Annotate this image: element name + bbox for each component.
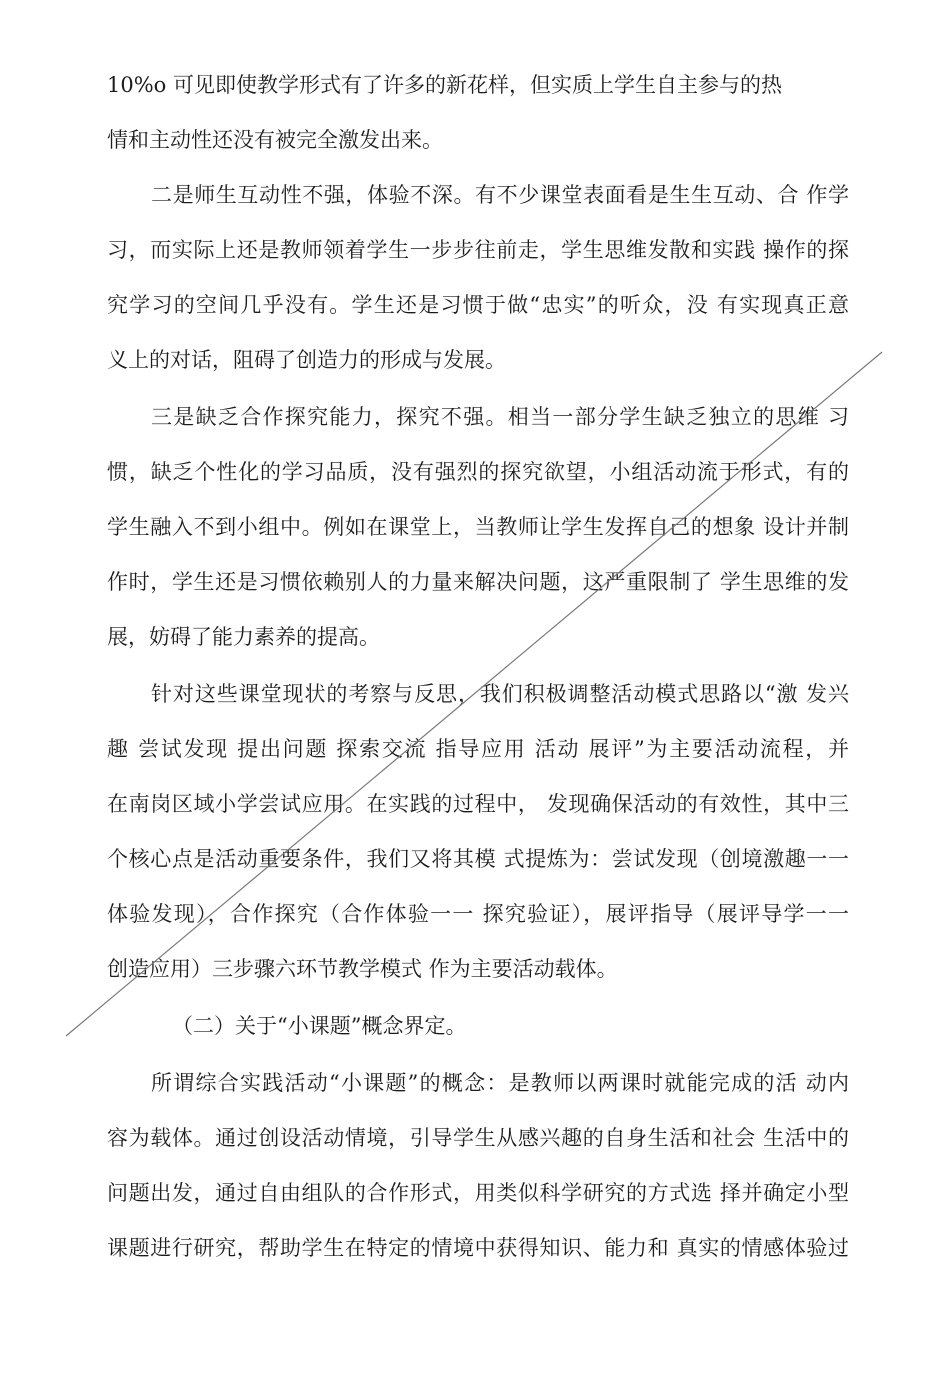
text-line: 创造应用）三步骤六环节教学模式 作为主要活动载体。	[107, 957, 618, 981]
text-line: 究学习的空间几乎没有。学生还是习惯于做“忠实”的听众，没 有实现真正意	[107, 293, 849, 317]
text-line: 课题进行研究，帮助学生在特定的情境中获得知识、能力和 真实的情感体验过	[107, 1236, 849, 1260]
text-line: 三是缺乏合作探究能力，探究不强。相当一部分学生缺乏独立的思维 习	[151, 405, 849, 429]
text-line: 学生融入不到小组中。例如在课堂上，当教师让学生发挥自己的想象 设计并制	[107, 515, 849, 539]
text-line: 情和主动性还没有被完全激发出来。	[107, 128, 443, 152]
text-line: 容为载体。通过创设活动情境，引导学生从感兴趣的自身生活和社会 生活中的	[107, 1126, 849, 1150]
text-line: 趣 尝试发现 提出问题 探索交流 指导应用 活动 展评”为主要活动流程，并	[107, 737, 849, 761]
text-line: 10%o 可见即使教学形式有了许多的新花样，但实质上学生自主参与的热	[107, 73, 782, 97]
text-line: 问题出发，通过自由组队的合作形式，用类似科学研究的方式选 择并确定小型	[107, 1181, 849, 1205]
text-line: 二是师生互动性不强，体验不深。有不少课堂表面看是生生互动、合 作学	[151, 183, 849, 207]
section-heading: （二）关于“小课题”概念界定。	[172, 1014, 467, 1038]
text-line: 个核心点是活动重要条件，我们又将其模 式提炼为：尝试发现（创境激趣一一	[107, 847, 849, 871]
text-line: 体验发现），合作探究（合作体验一一 探究验证），展评指导（展评导学一一	[107, 902, 849, 926]
text-line: 惯，缺乏个性化的学习品质，没有强烈的探究欲望，小组活动流于形式，有的	[107, 460, 849, 484]
text-line: 针对这些课堂现状的考察与反思，我们积极调整活动模式思路以“激 发兴	[151, 682, 849, 706]
text-line: 作时，学生还是习惯依赖别人的力量来解决问题，这严重限制了 学生思维的发	[107, 570, 849, 594]
text-line: 在南岗区域小学尝试应用。在实践的过程中， 发现确保活动的有效性，其中三	[107, 792, 849, 816]
text-line: 习，而实际上还是教师领着学生一步步往前走，学生思维发散和实践 操作的探	[107, 238, 849, 262]
text-line: 展，妨碍了能力素养的提高。	[107, 625, 380, 649]
text-line: 所谓综合实践活动“小课题”的概念：是教师以两课时就能完成的活 动内	[151, 1071, 849, 1095]
text-line: 义上的对话，阻碍了创造力的形成与发展。	[107, 348, 506, 372]
